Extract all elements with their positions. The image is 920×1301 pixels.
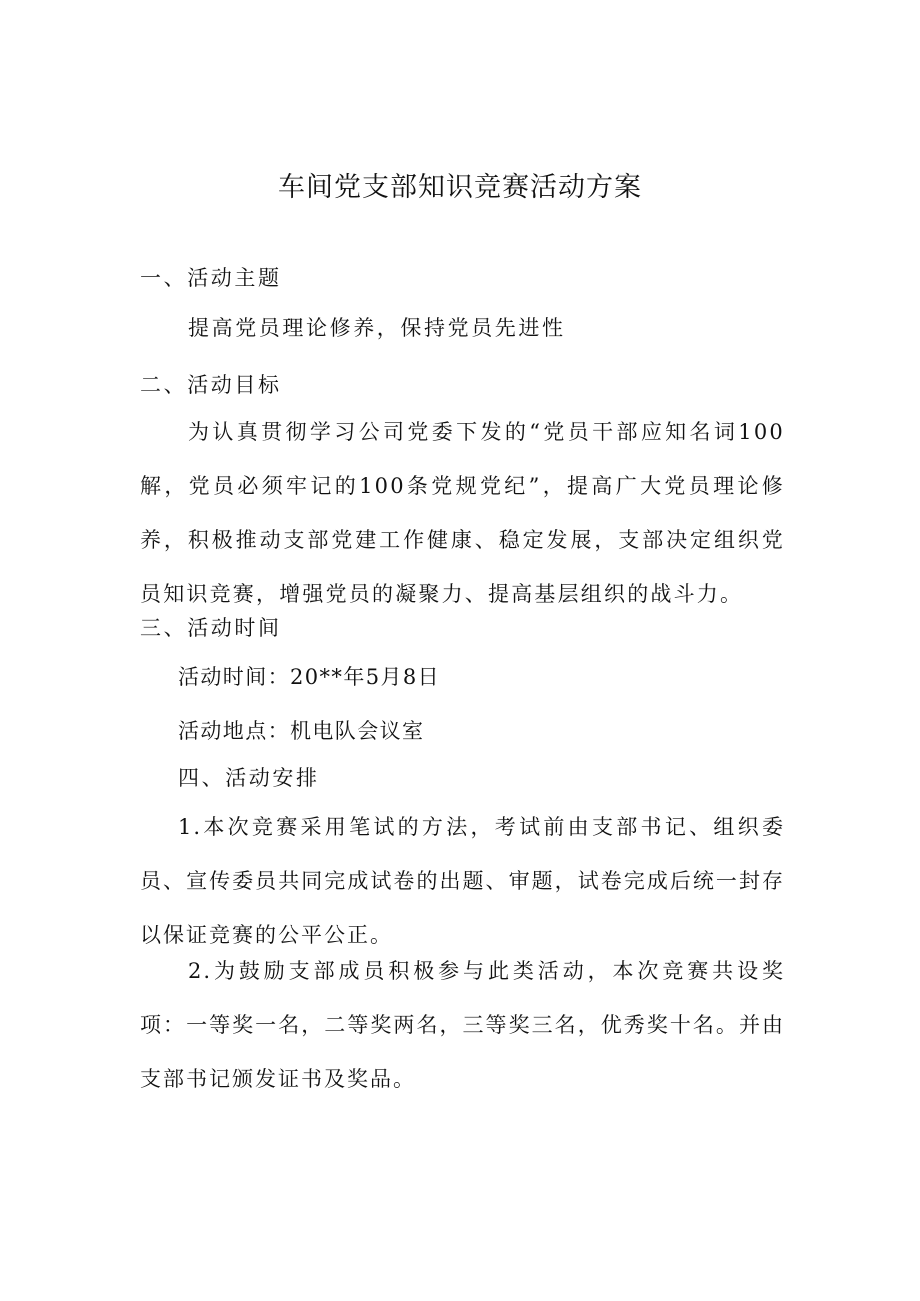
section-4-item-2: 2.为鼓励支部成员积极参与此类活动，本次竞赛共设奖项：一等奖一名，二等奖两名，三等奖三名，优秀奖十名。并由支部书记颁发证书及奖品。 [140, 959, 785, 1091]
section-3-place: 活动地点：机电队会议室 [178, 719, 425, 743]
section-4-heading: 四、活动安排 [178, 766, 320, 790]
section-3-time: 活动时间：20**年5月8日 [178, 665, 441, 689]
section-4-item-1: 1.本次竞赛采用笔试的方法，考试前由支部书记、组织委员、宣传委员共同完成试卷的出题、审题，试卷完成后统一封存以保证竞赛的公平公正。 [140, 815, 785, 947]
section-2-heading: 二、活动目标 [140, 373, 282, 397]
section-1-body: 提高党员理论修养，保持党员先进性 [188, 316, 566, 340]
document-title: 车间党支部知识竞赛活动方案 [278, 172, 642, 203]
section-2-body: 为认真贯彻学习公司党委下发的“党员干部应知名词100解，党员必须牢记的100条党规党纪”，提高广大党员理论修养，积极推动支部党建工作健康、稳定发展，支部决定组织党员知识竞赛，增强党员的凝聚力、提高基层组织的战斗力。 [140, 420, 785, 606]
section-3-heading: 三、活动时间 [140, 616, 282, 640]
section-1-heading: 一、活动主题 [140, 266, 282, 290]
